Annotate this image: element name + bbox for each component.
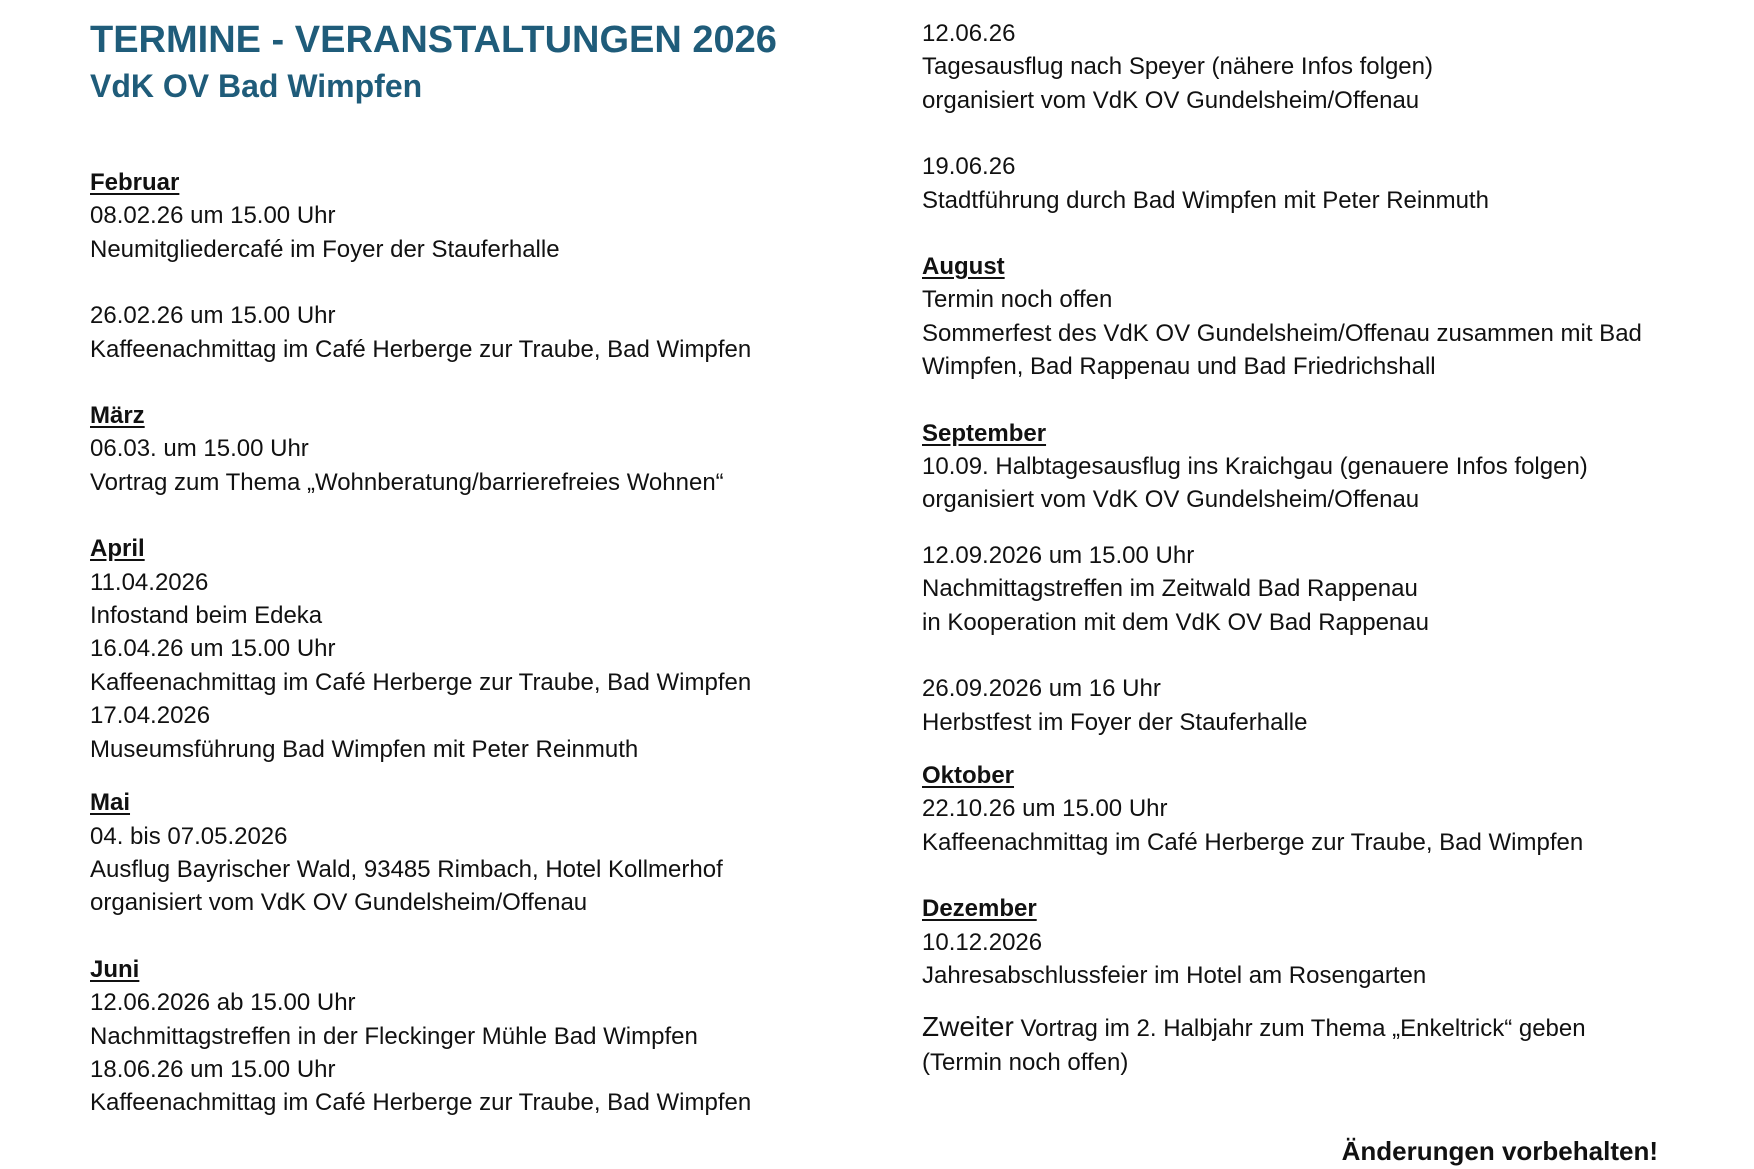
month-heading-juni: Juni: [90, 955, 140, 983]
event-description: Nachmittagstreffen im Zeitwald Bad Rappenau: [922, 575, 1418, 603]
event-description: Nachmittagstreffen in der Fleckinger Mühle Bad Wimpfen: [90, 1022, 698, 1050]
event-cooperation: in Kooperation mit dem VdK OV Bad Rappenau: [922, 608, 1429, 636]
event-organizer: organisiert vom VdK OV Gundelsheim/Offenau: [922, 486, 1420, 514]
event-description: Jahresabschlussfeier im Hotel am Rosengarten: [922, 961, 1427, 989]
event-organizer: organisiert vom VdK OV Gundelsheim/Offenau: [922, 86, 1420, 114]
event-description: Kaffeenachmittag im Café Herberge zur Traube, Bad Wimpfen: [90, 668, 752, 696]
month-heading-april: April: [90, 535, 145, 563]
event-description: 10.09. Halbtagesausflug ins Kraichgau (genauere Infos folgen): [922, 453, 1588, 481]
month-heading-september: September: [922, 419, 1047, 447]
event-date: 18.06.26 um 15.00 Uhr: [90, 1055, 336, 1083]
month-heading-oktober: Oktober: [922, 761, 1015, 789]
event-description: Infostand beim Edeka: [90, 602, 323, 630]
event-description: Kaffeenachmittag im Café Herberge zur Traube, Bad Wimpfen: [90, 335, 752, 363]
event-date: 12.09.2026 um 15.00 Uhr: [922, 541, 1195, 569]
page-subtitle: VdK OV Bad Wimpfen: [90, 68, 423, 104]
event-date: 12.06.2026 ab 15.00 Uhr: [90, 989, 356, 1017]
event-date: 16.04.26 um 15.00 Uhr: [90, 635, 336, 663]
note-emphasis: Zweiter: [922, 1011, 1014, 1043]
month-heading-februar: Februar: [90, 169, 180, 196]
event-description: Stadtführung durch Bad Wimpfen mit Peter Reinmuth: [922, 186, 1489, 214]
event-description: Kaffeenachmittag im Café Herberge zur Traube, Bad Wimpfen: [90, 1089, 752, 1117]
event-description: Tagesausflug nach Speyer (nähere Infos folgen): [922, 53, 1433, 81]
event-description: Ausflug Bayrischer Wald, 93485 Rimbach, Hotel Kollmerhof: [90, 855, 723, 883]
event-date: Termin noch offen: [922, 286, 1113, 314]
event-date: 19.06.26: [922, 153, 1016, 181]
event-description: Wimpfen, Bad Rappenau und Bad Friedrichshall: [922, 353, 1436, 381]
event-description: Sommerfest des VdK OV Gundelsheim/Offenau zusammen mit Bad: [922, 319, 1642, 347]
event-date: 10.12.2026: [922, 928, 1043, 956]
page-title: TERMINE - VERANSTALTUNGEN 2026: [90, 19, 777, 61]
event-date: 26.02.26 um 15.00 Uhr: [90, 302, 336, 330]
month-heading-august: August: [922, 253, 1005, 281]
month-heading-mai: Mai: [90, 789, 131, 817]
month-heading-maerz: März: [90, 402, 145, 430]
note-line: [922, 1010, 1722, 1045]
event-description: Herbstfest im Foyer der Stauferhalle: [922, 708, 1308, 736]
event-date: 04. bis 07.05.2026: [90, 822, 288, 850]
month-heading-dezember: Dezember: [922, 895, 1037, 923]
event-description: Kaffeenachmittag im Café Herberge zur Traube, Bad Wimpfen: [922, 828, 1584, 856]
event-description: Neumitgliedercafé im Foyer der Stauferhalle: [90, 235, 560, 263]
right-column: [922, 17, 1722, 1079]
note-text: Vortrag im 2. Halbjahr zum Thema „Enkeltrick“ geben: [1013, 1015, 1586, 1043]
event-date: 26.09.2026 um 16 Uhr: [922, 675, 1161, 703]
event-date: 22.10.26 um 15.00 Uhr: [922, 795, 1168, 823]
event-date: 08.02.26 um 15.00 Uhr: [90, 202, 336, 230]
event-date: 06.03. um 15.00 Uhr: [90, 435, 309, 463]
event-description: Vortrag zum Thema „Wohnberatung/barrierefreies Wohnen“: [90, 468, 724, 496]
event-organizer: organisiert vom VdK OV Gundelsheim/Offenau: [90, 889, 588, 917]
event-date: 12.06.26: [922, 20, 1016, 47]
note-subtext: (Termin noch offen): [922, 1048, 1129, 1076]
event-description: Museumsführung Bad Wimpfen mit Peter Reinmuth: [90, 735, 639, 763]
event-date: 11.04.2026: [90, 568, 209, 596]
event-date: 17.04.2026: [90, 702, 211, 730]
footer-note: Änderungen vorbehalten!: [1341, 1136, 1658, 1166]
left-column: [90, 166, 830, 1120]
